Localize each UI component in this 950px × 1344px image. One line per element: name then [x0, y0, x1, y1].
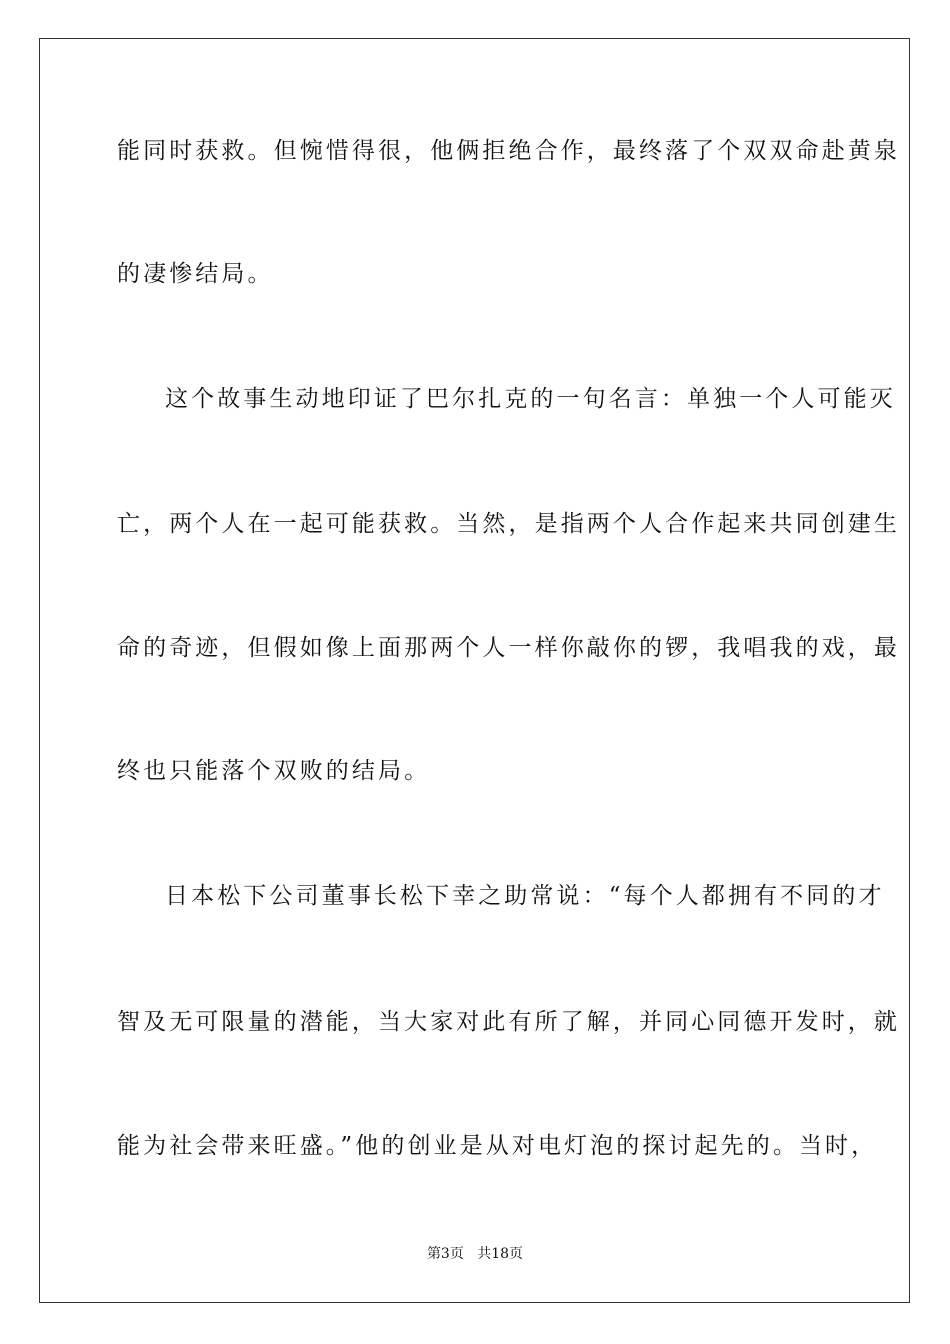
page-number: 第3页: [426, 1246, 464, 1262]
text-line: 命的奇迹，但假如像上面那两个人一样你敲你的锣，我唱我的戏，最: [117, 635, 900, 661]
page-total: 共18页: [477, 1246, 524, 1262]
text-line: 亡，两个人在一起可能获救。当然，是指两个人合作起来共同创建生: [117, 511, 900, 537]
text-line: 日本松下公司董事长松下幸之助常说：“每个人都拥有不同的才: [165, 883, 885, 909]
text-line: 能同时获救。但惋惜得很，他俩拒绝合作，最终落了个双双命赴黄泉: [117, 138, 900, 164]
page-border: [39, 38, 910, 1303]
text-line: 能为社会带来旺盛。”他的创业是从对电灯泡的探讨起先的。当时，: [117, 1133, 878, 1159]
text-line: 终也只能落个双败的结局。: [117, 758, 431, 784]
text-line: 这个故事生动地印证了巴尔扎克的一句名言：单独一个人可能灭: [165, 386, 896, 412]
text-line: 智及无可限量的潜能，当大家对此有所了解，并同心同德开发时，就: [117, 1009, 900, 1035]
page-footer: [0, 1244, 950, 1264]
text-line: 的凄惨结局。: [117, 261, 274, 287]
